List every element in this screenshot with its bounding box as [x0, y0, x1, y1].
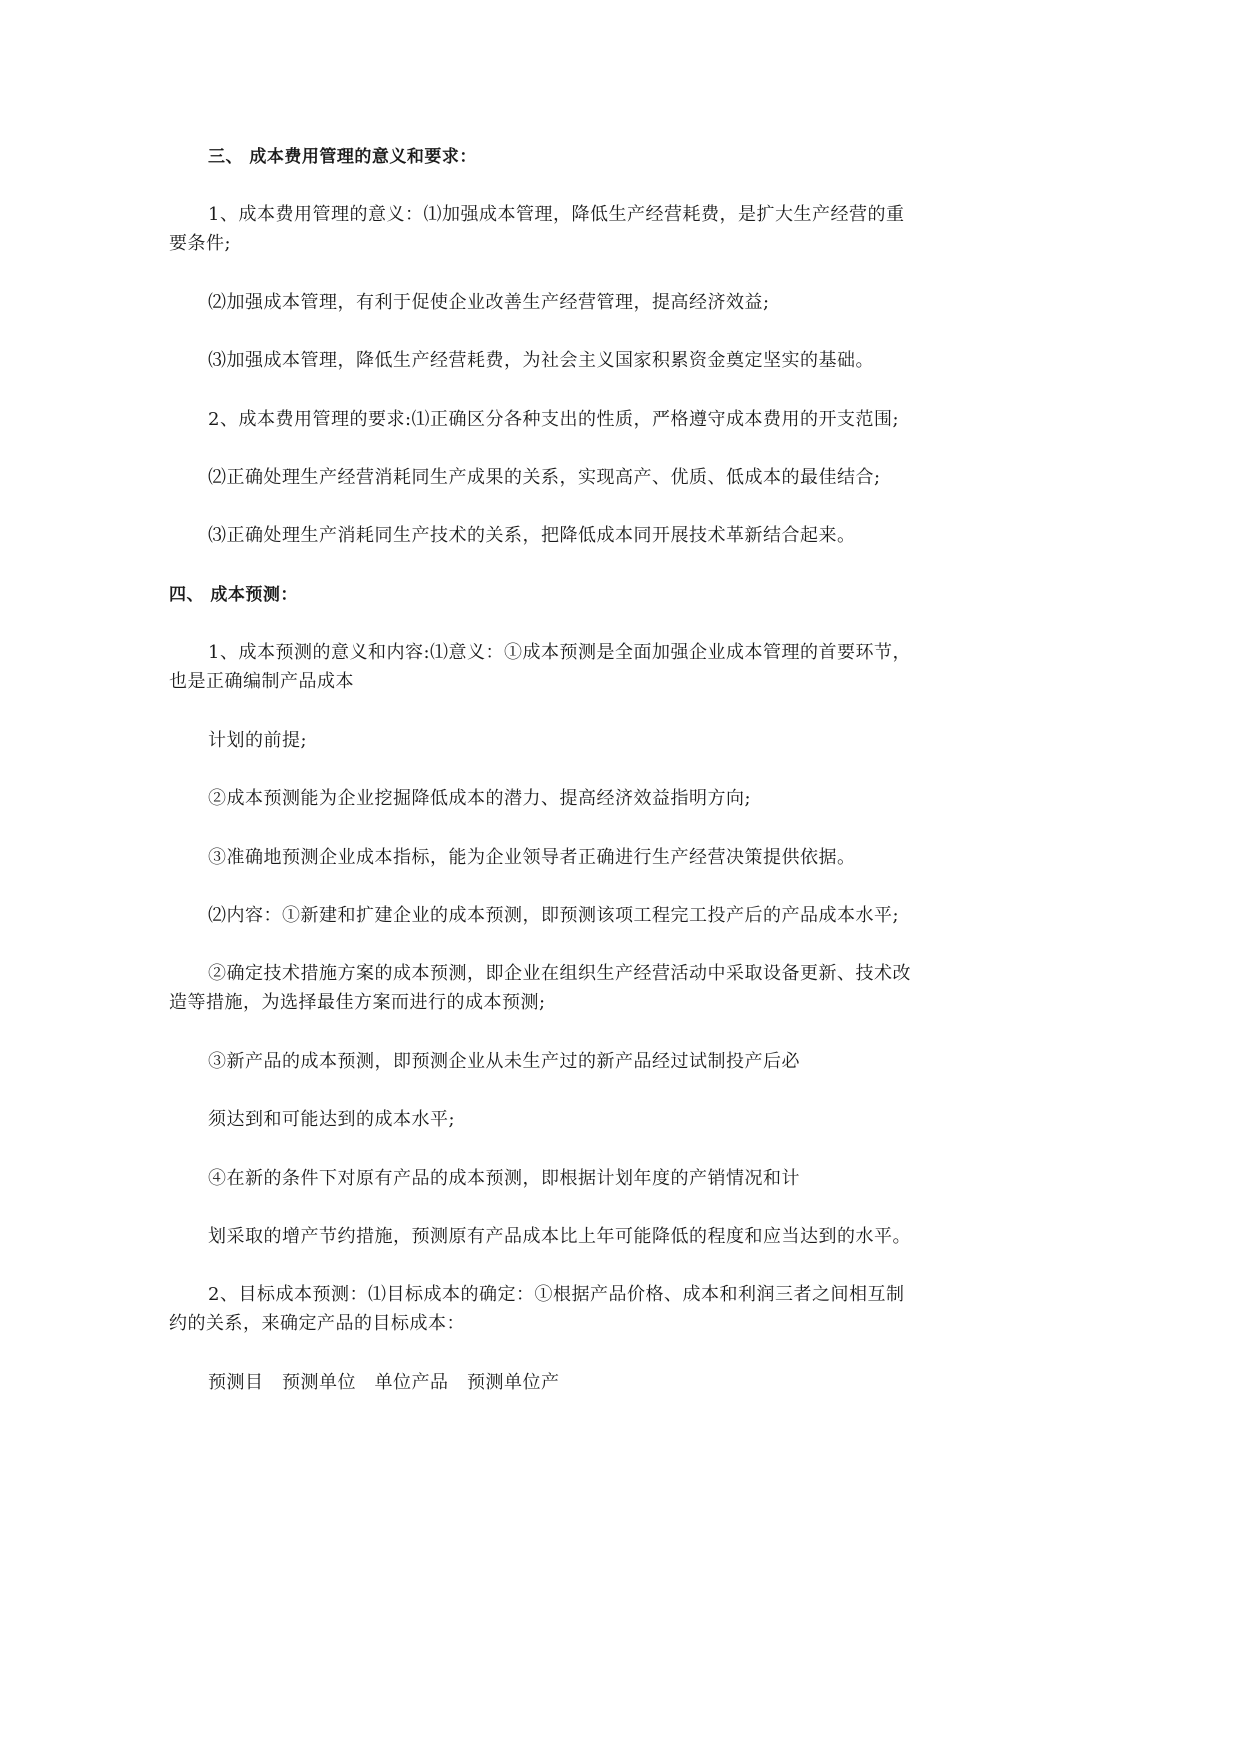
paragraph-line: 也是正确编制产品成本 [169, 671, 354, 692]
paragraph-line: ②成本预测能为企业挖掘降低成本的潜力、提高经济效益指明方向; [208, 788, 752, 809]
paragraph-line: ③新产品的成本预测，即预测企业从未生产过的新产品经过试制投产后必 [208, 1051, 800, 1072]
paragraph-line: 1、成本预测的意义和内容:⑴意义：①成本预测是全面加强企业成本管理的首要环节， [208, 642, 912, 663]
paragraph-line: ③准确地预测企业成本指标，能为企业领导者正确进行生产经营决策提供依据。 [208, 847, 856, 868]
paragraph-line: 要条件; [169, 233, 232, 254]
paragraph-line: 1、成本费用管理的意义：⑴加强成本管理，降低生产经营耗费，是扩大生产经营的重 [208, 204, 905, 225]
paragraph-line: 2、目标成本预测：⑴目标成本的确定：①根据产品价格、成本和利润三者之间相互制 [208, 1284, 905, 1305]
paragraph-line: ⑵正确处理生产经营消耗同生产成果的关系，实现高产、优质、低成本的最佳结合; [208, 467, 881, 488]
paragraph-line: ⑶正确处理生产消耗同生产技术的关系，把降低成本同开展技术革新结合起来。 [208, 525, 856, 546]
paragraph-line: ⑶加强成本管理，降低生产经营耗费，为社会主义国家积累资金奠定坚实的基础。 [208, 350, 874, 371]
paragraph-line: ②确定技术措施方案的成本预测，即企业在组织生产经营活动中采取设备更新、技术改 [208, 963, 911, 984]
paragraph-line: 造等措施，为选择最佳方案而进行的成本预测; [169, 992, 546, 1013]
paragraph-line: 约的关系，来确定产品的目标成本： [169, 1313, 465, 1334]
paragraph-line: ⑵内容：①新建和扩建企业的成本预测，即预测该项工程完工投产后的产品成本水平; [208, 905, 900, 926]
section-three-heading: 三、 成本费用管理的意义和要求： [208, 147, 477, 167]
paragraph-line: ⑵加强成本管理，有利于促使企业改善生产经营管理，提高经济效益; [208, 292, 770, 313]
paragraph-line: 划采取的增产节约措施，预测原有产品成本比上年可能降低的程度和应当达到的水平。 [208, 1226, 911, 1247]
formula-line: 预测目 预测单位 单位产品 预测单位产 [208, 1372, 560, 1393]
section-four-heading: 四、 成本预测： [169, 585, 298, 605]
paragraph-line: 须达到和可能达到的成本水平; [208, 1109, 456, 1130]
paragraph-line: 2、成本费用管理的要求:⑴正确区分各种支出的性质，严格遵守成本费用的开支范围; [208, 409, 900, 430]
paragraph-line: 计划的前提; [208, 730, 308, 751]
paragraph-line: ④在新的条件下对原有产品的成本预测，即根据计划年度的产销情况和计 [208, 1168, 800, 1189]
